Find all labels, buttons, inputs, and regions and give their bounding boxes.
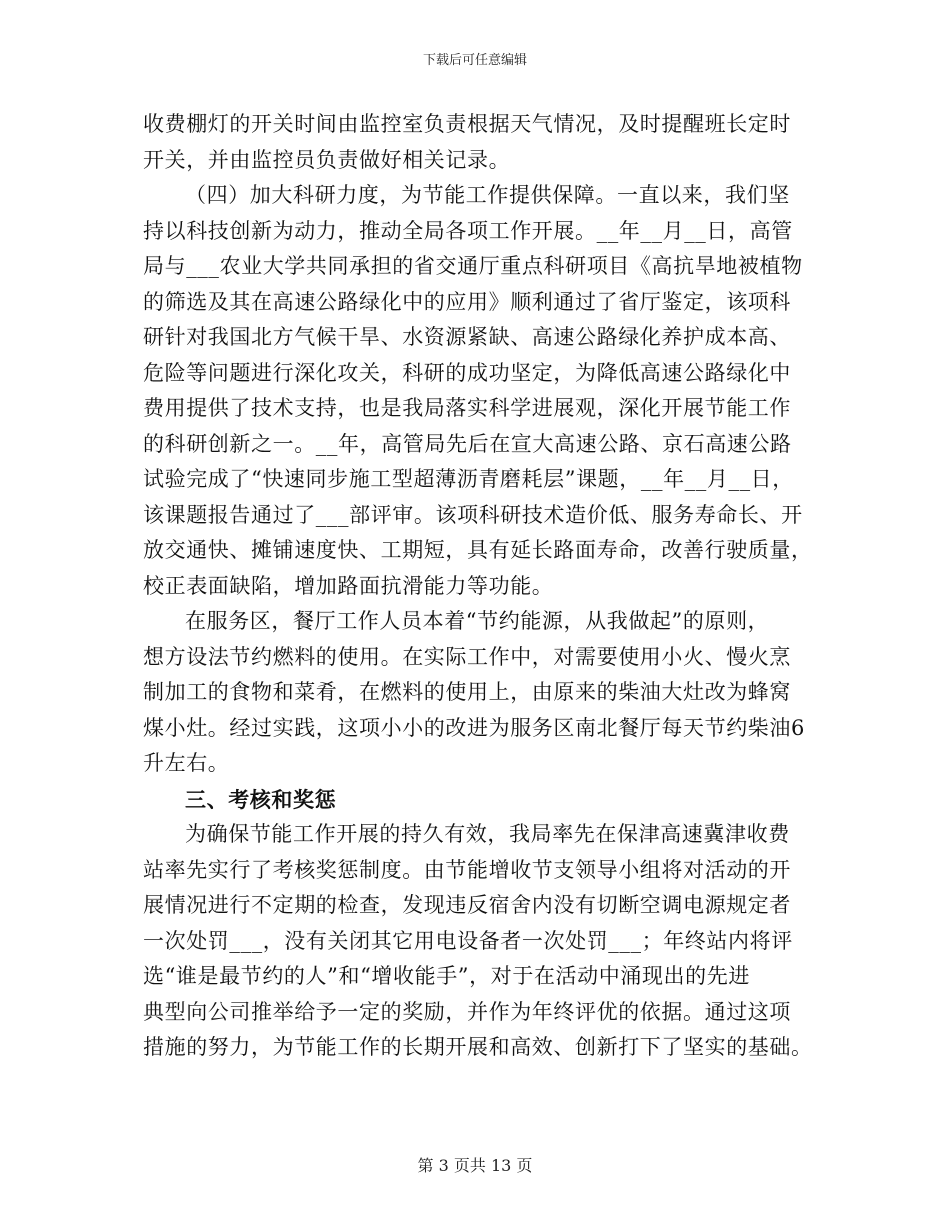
body-line: 试验完成了“快速同步施工型超薄沥青磨耗层”课题，__年__月__日， [143,467,794,491]
body-line: 升左右。 [143,751,230,775]
body-line: 研针对我国北方气候干旱、水资源紧缺、高速公路绿化养护成本高、 [143,325,791,349]
body-line: 想方设法节约燃料的使用。在实际工作中，对需要使用小火、慢火烹 [143,644,791,669]
body-line: 放交通快、摊铺速度快、工期短，具有延长路面寿命，改善行驶质量， [143,538,813,562]
body-line: 的科研创新之一。__年，高管局先后在宣大高速公路、京石高速公路 [143,431,792,456]
body-line: 选“谁是最节约的人”和“增收能手”，对于在活动中涌现出的先进 [143,964,750,988]
body-line: 的筛选及其在高速公路绿化中的应用》顺利通过了省厅鉴定，该项科 [143,289,791,314]
body-line: 一次处罚___，没有关闭其它用电设备者一次处罚___；年终站内将评 [143,928,793,953]
page-footer: 第 3 页共 13 页 [417,1156,533,1175]
body-line: 局与___农业大学共同承担的省交通厅重点科研项目《高抗旱地被植物 [143,254,803,278]
body-line: 制加工的食物和菜肴，在燃料的使用上，由原来的柴油大灶改为蜂窝 [143,680,791,704]
body-line: 该课题报告通过了___部评审。该项科研技术造价低、服务寿命长、开 [143,502,803,527]
body-line: 开关，并由监控员负责做好相关记录。 [143,147,511,172]
body-line: 展情况进行不定期的检查，发现违反宿舍内没有切断空调电源规定者 [143,893,791,917]
body-line: 煤小灶。经过实践，这项小小的改进为服务区南北餐厅每天节约柴油6 [143,715,805,740]
page-header: 下载后可任意编辑 [422,53,527,68]
body-line: 措施的努力，为节能工作的长期开展和高效、创新打下了坚实的基础。 [143,1035,813,1059]
paragraph-start-line: （四）加大科研力度，为节能工作提供保障。一直以来，我们坚 [185,183,790,207]
body-line: 持以科技创新为动力，推动全局各项工作开展。__年__月__日，高管 [143,218,793,243]
body-line: 危险等问题进行深化攻关，科研的成功坚定，为降低高速公路绿化中 [143,360,791,385]
paragraph-start-line: 为确保节能工作开展的持久有效，我局率先在保津高速冀津收费 [185,822,790,846]
body-line: 校正表面缺陷，增加路面抗滑能力等功能。 [143,573,554,598]
document-body [143,107,813,1066]
body-line: 收费棚灯的开关时间由监控室负责根据天气情况，及时提醒班长定时 [143,112,791,136]
section-heading: 三、考核和奖惩 [185,786,337,812]
body-line: 费用提供了技术支持，也是我局落实科学进展观，深化开展节能工作 [143,396,791,420]
paragraph-start-line: 在服务区，餐厅工作人员本着“节约能源，从我做起”的原则， [185,609,770,633]
body-line: 站率先实行了考核奖惩制度。由节能增收节支领导小组将对活动的开 [143,857,791,882]
body-line: 典型向公司推举给予一定的奖励，并作为年终评优的依据。通过这项 [143,999,791,1024]
